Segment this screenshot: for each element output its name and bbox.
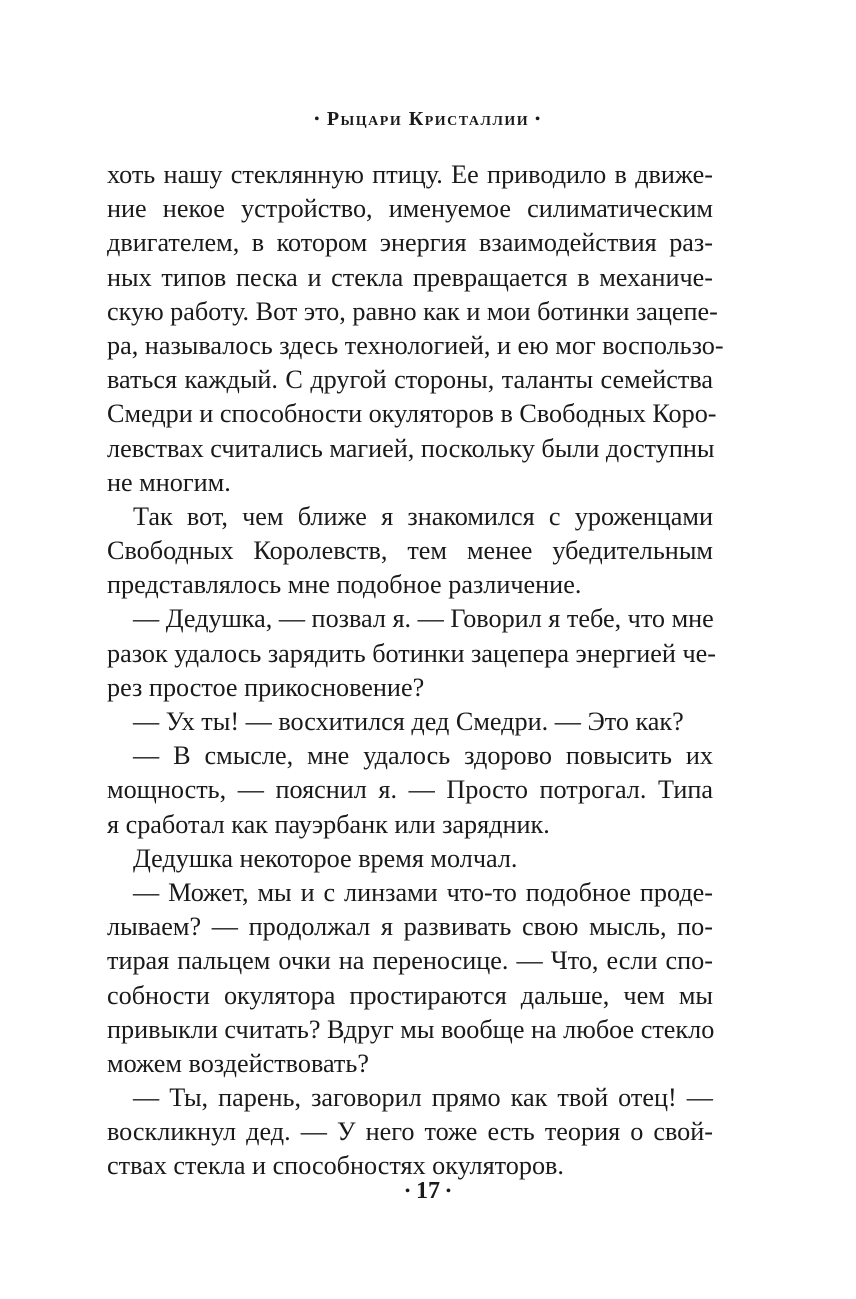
body-text xyxy=(107,158,724,1184)
text-line: мощность, — пояснил я. — Просто потрогал. Типа xyxy=(107,775,713,805)
text-line: — Ты, парень, заговорил прямо как твой отец! — xyxy=(133,1083,713,1113)
text-line: хоть нашу стеклянную птицу. Ее приводило в движе- xyxy=(107,160,713,189)
running-title: Рыцари Кристаллии xyxy=(326,108,530,130)
bullet-ornament: • xyxy=(405,1184,410,1200)
text-line: ра, называлось здесь технологией, и ею мог воспользо- xyxy=(107,330,724,360)
running-head xyxy=(0,108,856,131)
text-line: привыкли считать? Вдруг мы вообще на любое стекло xyxy=(107,1014,715,1044)
text-line: — Дедушка, — позвал я. — Говорил я тебе, что мне xyxy=(133,604,714,634)
text-line: воскликнул дед. — У него тоже есть теория о свой- xyxy=(107,1117,713,1147)
text-line: — В смысле, мне удалось здорово повысить их xyxy=(133,741,713,771)
text-line: разок удалось зарядить ботинки зацепера энергией че- xyxy=(107,638,716,668)
text-line: я сработал как пауэрбанк или зарядник. xyxy=(107,809,550,839)
text-line: Свободных Королевств, тем менее убедительным xyxy=(107,536,713,566)
text-line: собности окулятора простираются дальше, чем мы xyxy=(107,980,713,1010)
text-line: тирая пальцем очки на переносице. — Что, если спо- xyxy=(107,946,713,976)
text-line: рез простое прикосновение? xyxy=(107,672,425,702)
text-line: Так вот, чем ближе я знакомился с уроженцами xyxy=(133,501,713,531)
text-line: лываем? — продолжал я развивать свою мысль, по- xyxy=(107,912,713,942)
bullet-ornament: • xyxy=(535,112,542,128)
text-line: — Ух ты! — восхитился дед Смедри. — Это как? xyxy=(133,707,684,736)
text-line: скую работу. Вот это, равно как и мои ботинки зацепе- xyxy=(107,296,718,326)
text-line: представлялось мне подобное различение. xyxy=(107,570,582,600)
text-line: левствах считались магией, поскольку были доступны xyxy=(107,433,715,463)
bullet-ornament: • xyxy=(446,1184,451,1200)
text-line: не многим. xyxy=(107,467,231,497)
text-line: — Может, мы и с линзами что-то подобное проде- xyxy=(133,877,713,907)
text-line: ние некое устройство, именуемое силиматическим xyxy=(107,194,713,224)
text-line: Смедри и способности окуляторов в Свободных Коро- xyxy=(107,399,717,429)
text-line: можем воздействовать? xyxy=(107,1048,369,1078)
bullet-ornament: • xyxy=(314,112,321,128)
page-number: 17 xyxy=(416,1178,440,1204)
text-line: двигателем, в котором энергия взаимодействия раз- xyxy=(107,228,713,258)
text-line: ваться каждый. С другой стороны, таланты семейства xyxy=(107,365,713,395)
text-line: Дедушка некоторое время молчал. xyxy=(133,843,518,873)
text-line: ных типов песка и стекла превращается в механиче- xyxy=(107,262,713,292)
text-line: ствах стекла и способностях окуляторов. xyxy=(107,1151,564,1181)
page-footer xyxy=(0,1178,856,1205)
